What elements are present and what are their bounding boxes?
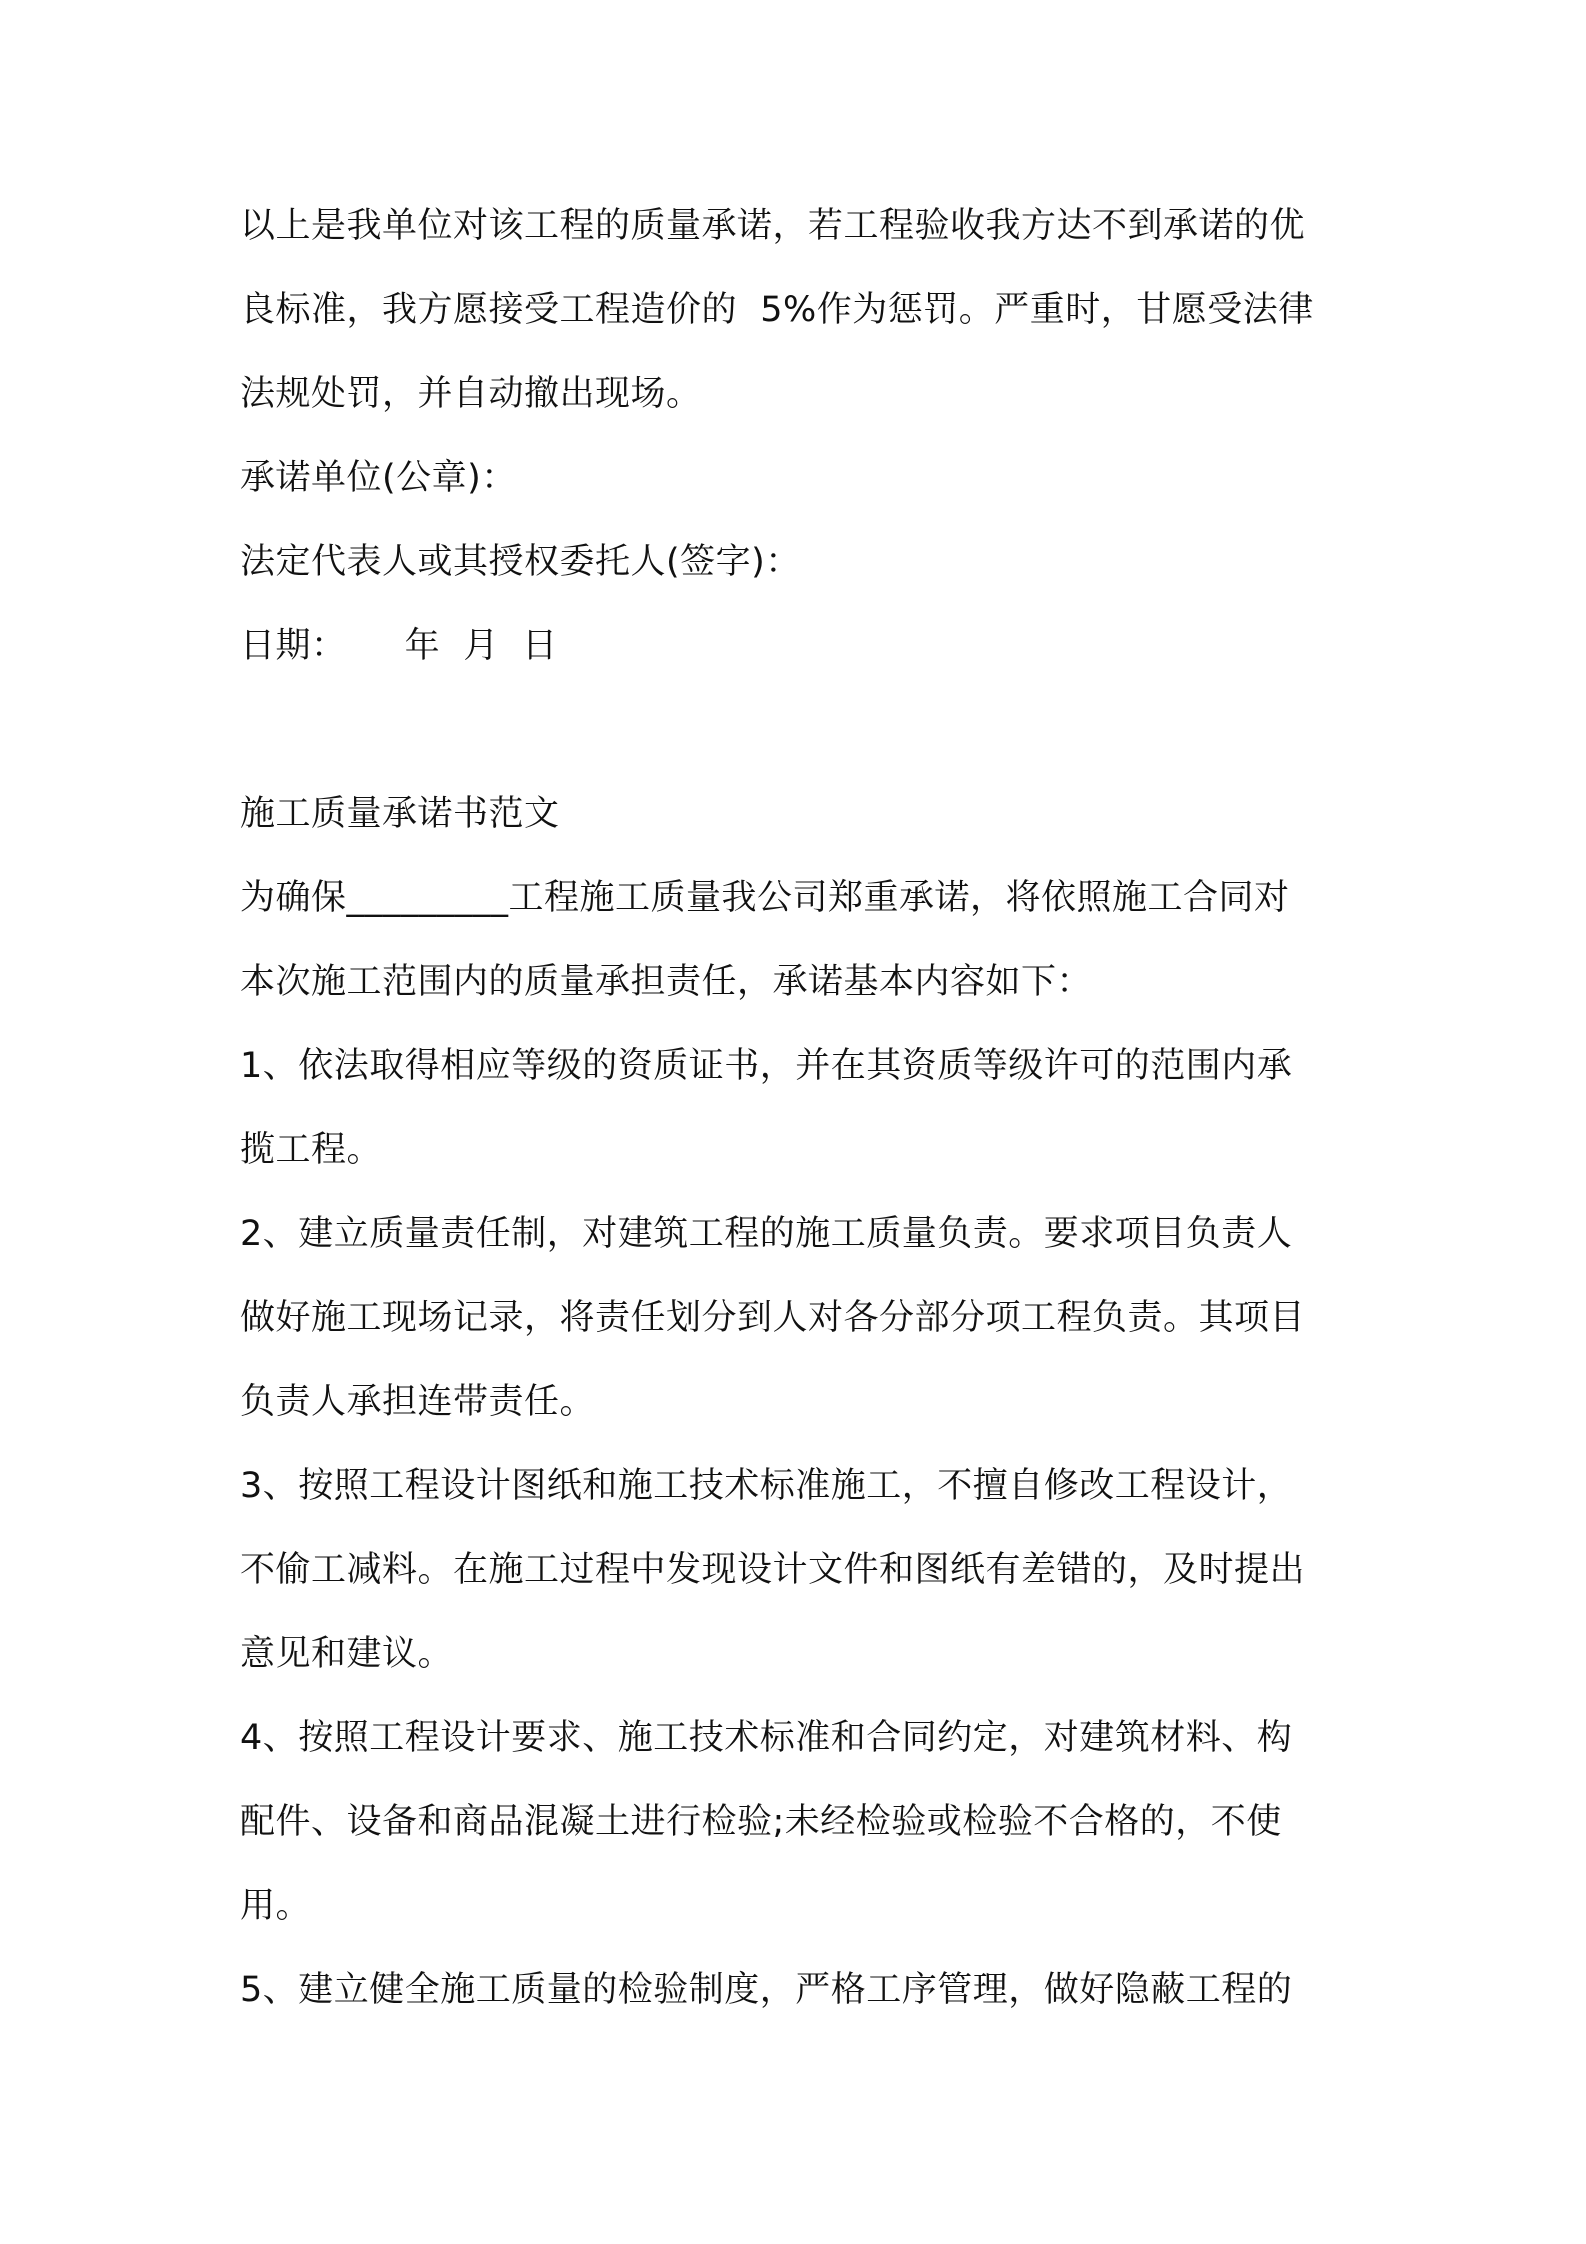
commitment-item-line: 意见和建议。 (240, 1634, 454, 1674)
section-title: 施工质量承诺书范文 (240, 794, 560, 834)
commitment-item-line: 配件、设备和商品混凝土进行检验;未经检验或检验不合格的，不使 (240, 1802, 1282, 1842)
intro-paragraph-line: 本次施工范围内的质量承担责任，承诺基本内容如下： (240, 962, 1093, 1002)
commitment-item-line: 用。 (240, 1886, 312, 1926)
commitment-item-line: 5、建立健全施工质量的检验制度，严格工序管理，做好隐蔽工程的 (240, 1970, 1293, 2010)
commitment-item-line: 2、建立质量责任制，对建筑工程的施工质量负责。要求项目负责人 (240, 1214, 1293, 1254)
commitment-item-line: 做好施工现场记录，将责任划分到人对各分部分项工程负责。其项目 (240, 1298, 1306, 1338)
commitment-item-line: 1、依法取得相应等级的资质证书，并在其资质等级许可的范围内承 (240, 1046, 1293, 1086)
closing-paragraph-line: 良标准，我方愿接受工程造价的 5%作为惩罚。严重时，甘愿受法律 (240, 290, 1314, 330)
closing-paragraph-line: 以上是我单位对该工程的质量承诺，若工程验收我方达不到承诺的优 (240, 206, 1306, 246)
commitment-item-line: 负责人承担连带责任。 (240, 1382, 596, 1422)
signature-unit-label: 承诺单位(公章)： (240, 458, 517, 498)
commitment-item-line: 3、按照工程设计图纸和施工技术标准施工，不擅自修改工程设计， (240, 1466, 1293, 1506)
signature-date-label: 日期： 年 月 日 (240, 626, 558, 666)
commitment-item-line: 不偷工减料。在施工过程中发现设计文件和图纸有差错的，及时提出 (240, 1550, 1306, 1590)
signature-representative-label: 法定代表人或其授权委托人(签字)： (240, 542, 801, 582)
intro-paragraph-line: 为确保_________工程施工质量我公司郑重承诺，将依照施工合同对 (240, 878, 1290, 918)
closing-paragraph-line: 法规处罚，并自动撤出现场。 (240, 374, 702, 414)
commitment-item-line: 4、按照工程设计要求、施工技术标准和合同约定，对建筑材料、构 (240, 1718, 1293, 1758)
commitment-item-line: 揽工程。 (240, 1130, 383, 1170)
